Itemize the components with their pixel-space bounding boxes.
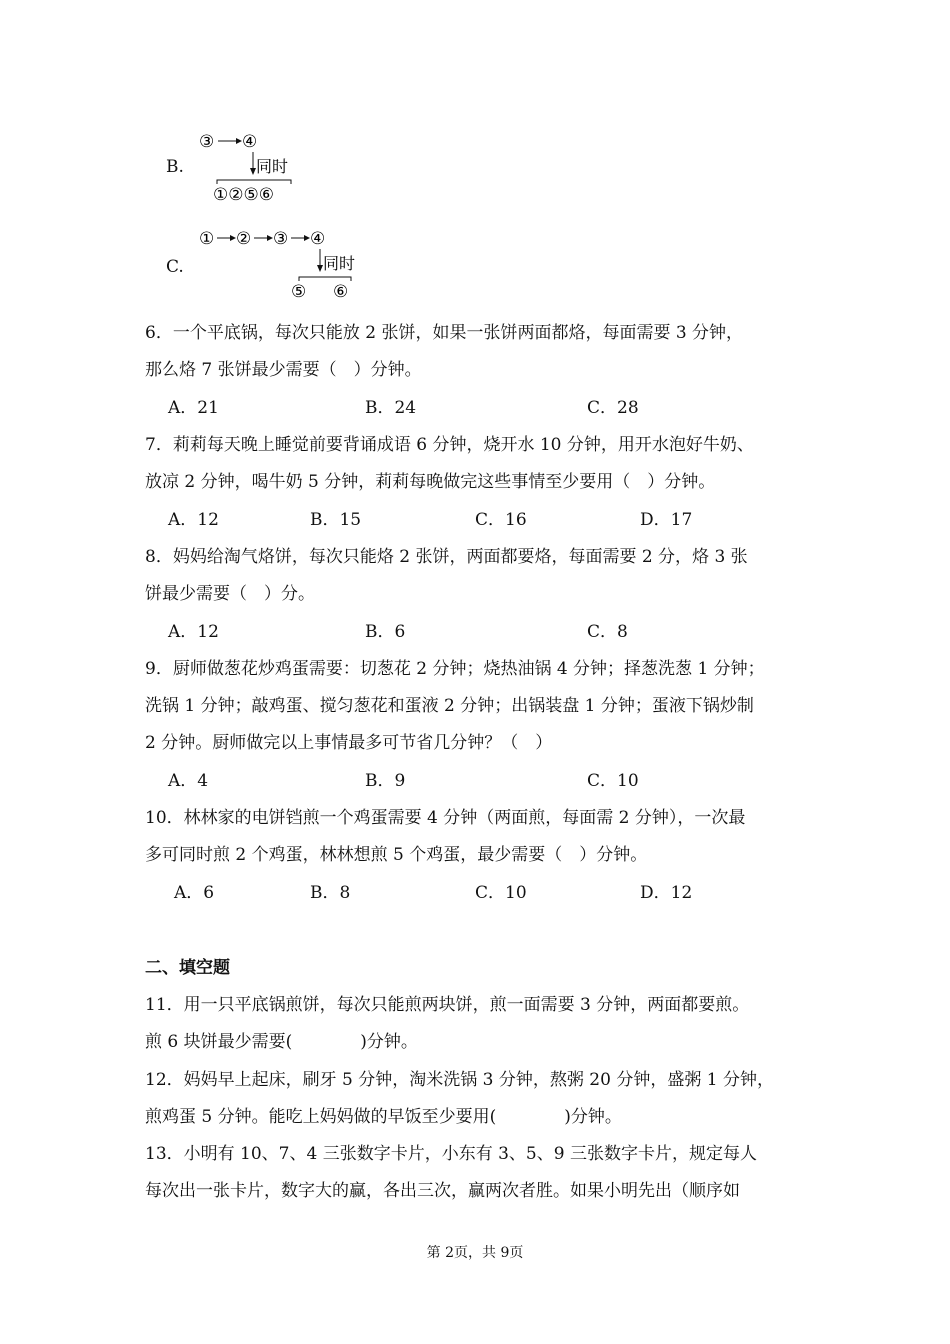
simultaneous-note: 同时: [323, 254, 356, 273]
option-b-label: B.: [166, 157, 184, 177]
question-10-option-c: C．10: [475, 883, 527, 903]
node-1: ①: [199, 229, 215, 249]
question-8-option-c: C．8: [587, 622, 628, 642]
option-c-diagram: [195, 225, 365, 305]
question-9-option-a: A．4: [168, 771, 209, 791]
bracket: [299, 277, 351, 281]
question-6-option-b: B．24: [365, 398, 417, 418]
question-10-option-a: A．6: [174, 883, 215, 903]
node-6: ⑥: [333, 282, 349, 302]
question-6-line-2: 那么烙 7 张饼最少需要（ ）分钟。: [145, 360, 422, 380]
node-3: ③: [199, 132, 215, 152]
page-footer: 第 2页，共 9页: [426, 1245, 524, 1261]
node-5: ⑤: [291, 282, 307, 302]
question-9-option-c: C．10: [587, 771, 639, 791]
question-8-line-1: 8．妈妈给淘气烙饼，每次只能烙 2 张饼，两面都要烙，每面需要 2 分，烙 3 张: [145, 547, 748, 567]
node-4: ④: [310, 229, 326, 249]
question-6-line-1: 6．一个平底锅，每次只能放 2 张饼，如果一张饼两面都烙，每面需要 3 分钟，: [145, 323, 744, 343]
question-9-line-1: 9．厨师做葱花炒鸡蛋需要：切葱花 2 分钟；烧热油锅 4 分钟；择葱洗葱 1 分钟；: [145, 659, 765, 679]
section-heading: 二、填空题: [145, 958, 230, 978]
question-7-line-2: 放凉 2 分钟，喝牛奶 5 分钟，莉莉每晚做完这些事情至少要用（ ）分钟。: [145, 472, 716, 492]
question-7-option-b: B．15: [310, 510, 362, 530]
question-9-line-3: 2 分钟。厨师做完以上事情最多可节省几分钟？（ ）: [145, 733, 553, 753]
question-10-option-b: B．8: [310, 883, 351, 903]
question-8-line-2: 饼最少需要（ ）分。: [145, 584, 315, 604]
question-10-line-2: 多可同时煎 2 个鸡蛋，林林想煎 5 个鸡蛋，最少需要（ ）分钟。: [145, 845, 648, 865]
question-7-option-d: D．17: [640, 510, 693, 530]
nodes-1256: ①②⑤⑥: [213, 185, 274, 205]
node-3: ③: [273, 229, 289, 249]
question-9-option-b: B．9: [365, 771, 406, 791]
question-10-option-d: D．12: [640, 883, 693, 903]
question-11-line-2: 煎 6 块饼最少需要( )分钟。: [145, 1032, 418, 1052]
question-8-option-b: B．6: [365, 622, 406, 642]
question-13-line-2: 每次出一张卡片，数字大的赢，各出三次，赢两次者胜。如果小明先出（顺序如: [145, 1181, 740, 1201]
question-9-line-2: 洗锅 1 分钟；敲鸡蛋、搅匀葱花和蛋液 2 分钟；出锅装盘 1 分钟；蛋液下锅炒制: [145, 696, 754, 716]
simultaneous-note: 同时: [256, 157, 289, 176]
question-12-line-2: 煎鸡蛋 5 分钟。能吃上妈妈做的早饭至少要用( )分钟。: [145, 1107, 622, 1127]
node-2: ②: [236, 229, 252, 249]
question-10-line-1: 10．林林家的电饼铛煎一个鸡蛋需要 4 分钟（两面煎，每面需 2 分钟），一次最: [145, 808, 746, 828]
question-11-line-1: 11．用一只平底锅煎饼，每次只能煎两块饼，煎一面需要 3 分钟，两面都要煎。: [145, 995, 750, 1015]
question-12-line-1: 12．妈妈早上起床，刷牙 5 分钟，淘米洗锅 3 分钟，熬粥 20 分钟，盛粥 1 分钟，: [145, 1070, 774, 1090]
question-8-option-a: A．12: [168, 622, 219, 642]
question-7-option-a: A．12: [168, 510, 219, 530]
option-c-label: C.: [166, 257, 184, 277]
question-13-line-1: 13．小明有 10、7、4 三张数字卡片，小东有 3、5、9 三张数字卡片，规定每人: [145, 1144, 757, 1164]
question-7-line-1: 7．莉莉每天晚上睡觉前要背诵成语 6 分钟，烧开水 10 分钟，用开水泡好牛奶、: [145, 435, 754, 455]
option-b-diagram: [195, 128, 305, 208]
node-4: ④: [242, 132, 258, 152]
question-7-option-c: C．16: [475, 510, 527, 530]
bracket: [217, 180, 291, 184]
question-6-option-a: A．21: [168, 398, 219, 418]
question-6-option-c: C．28: [587, 398, 639, 418]
